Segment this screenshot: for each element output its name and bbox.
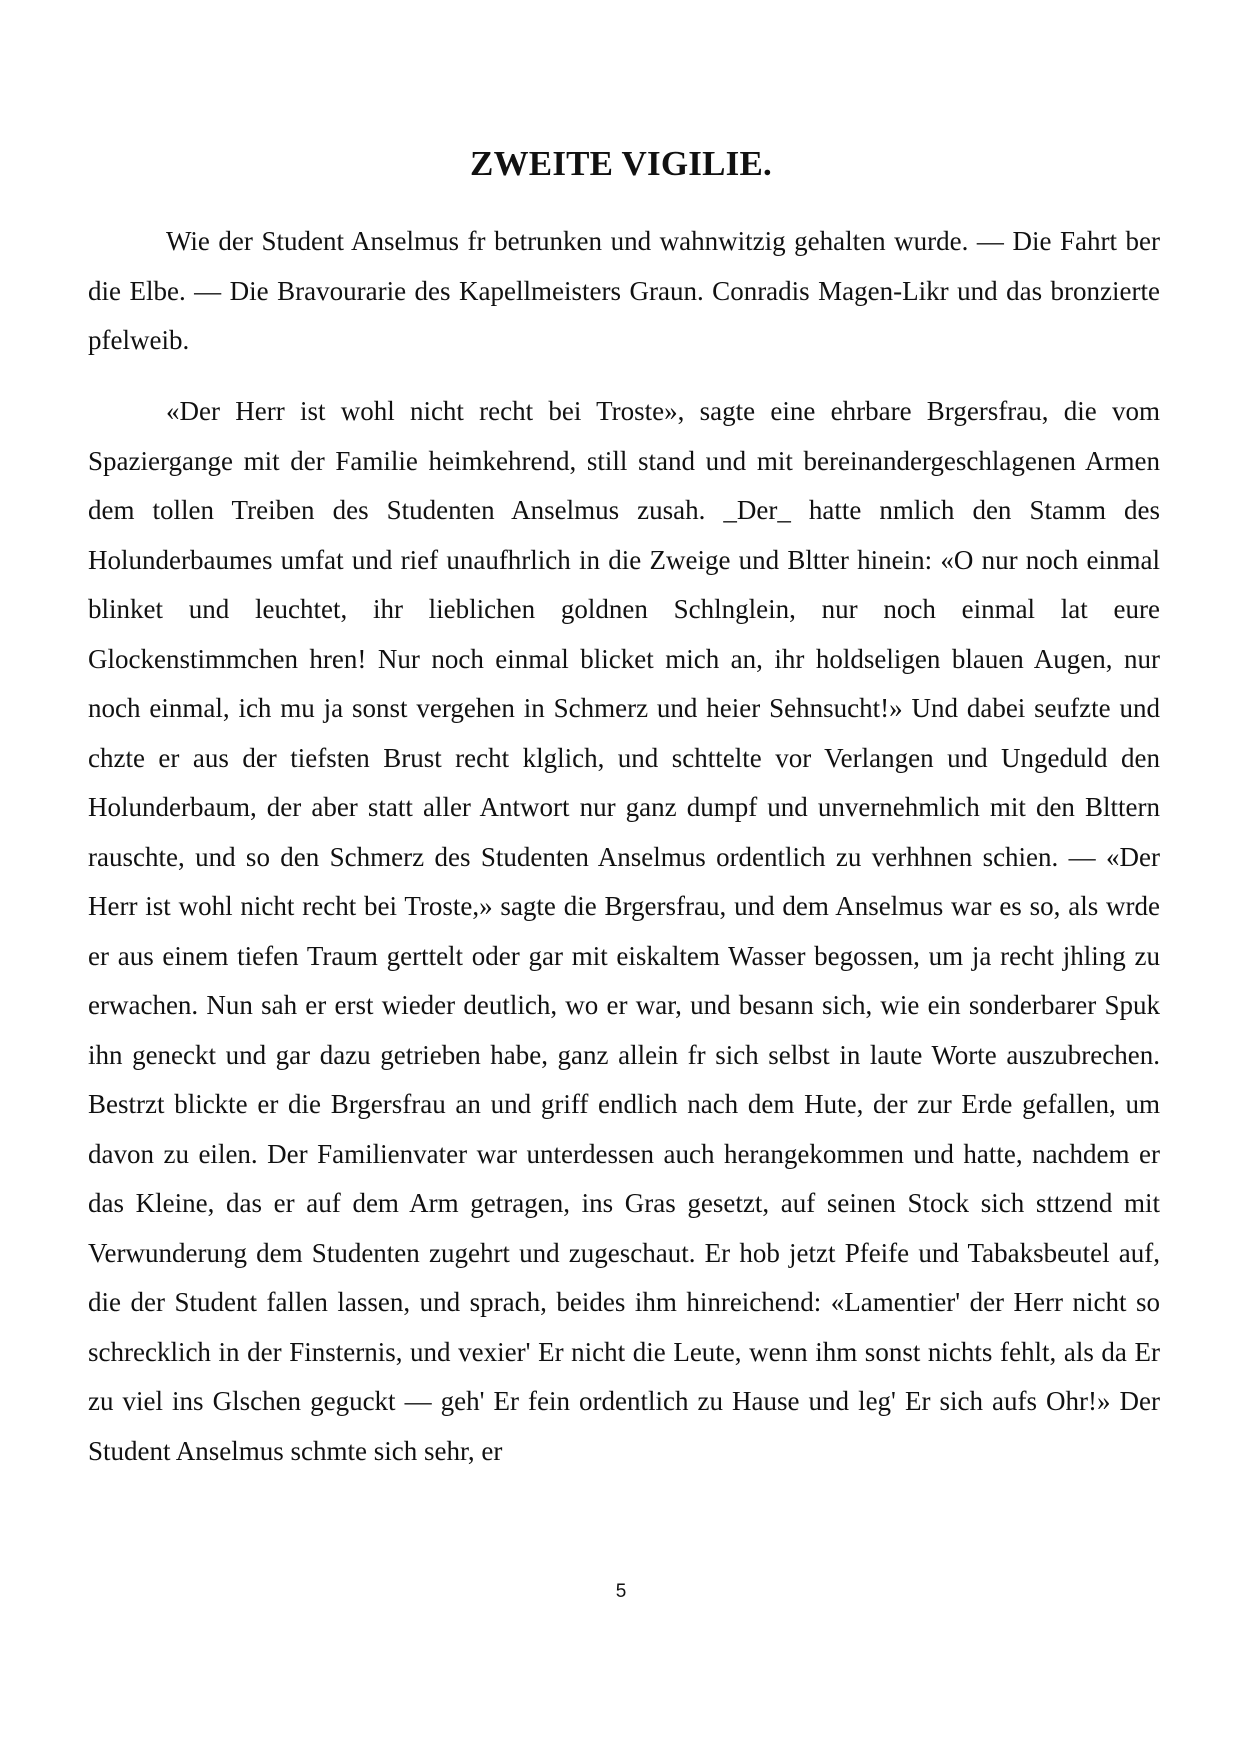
body-paragraph: «Der Herr ist wohl nicht recht bei Troste», sagte eine ehrbare Brgersfrau, die vom Spaziergange mit der Familie heimkehrend, still stand und mit bereinandergeschlagenen Armen dem tollen Treiben des Studenten Anselmus zusah. _Der_ hatte nmlich den Stamm des Holunderbaumes umfat und rief unaufhrlich in die Zweige und Bltter hinein: «O nur noch einmal blinket und leuchtet, ihr lieblichen goldnen Schlnglein, nur noch einmal lat eure Glockenstimmchen hren! Nur noch einmal blicket mich an, ihr holdseligen blauen Augen, nur noch einmal, ich mu ja sonst vergehen in Schmerz und heier Sehnsucht!» Und dabei seufzte und chzte er aus der tiefsten Brust recht klglich, und schttelte vor Verlangen und Ungeduld den Holunderbaum, der aber statt aller Antwort nur ganz dumpf und unvernehmlich mit den Blttern rauschte, und so den Schmerz des Studenten Anselmus ordentlich zu verhhnen schien. — «Der Herr ist wohl nicht recht bei Troste,» sagte die Brgersfrau, und dem Anselmus war es so, als wrde er aus einem tiefen Traum gerttelt oder gar mit eiskaltem Wasser begossen, um ja recht jhling zu erwachen. Nun sah er erst wieder deutlich, wo er war, und besann sich, wie ein sonderbarer Spuk ihn geneckt und gar dazu getrieben habe, ganz allein fr sich selbst in laute Worte auszubrechen. Bestrzt blickte er die Brgersfrau an und griff endlich nach dem Hute, der zur Erde gefallen, um davon zu eilen. Der Familienvater war unterdessen auch herangekommen und hatte, nachdem er das Kleine, das er auf dem Arm getragen, ins Gras gesetzt, auf seinen Stock sich sttzend mit Verwunderung dem Studenten zugehrt und zugeschaut. Er hob jetzt Pfeife und Tabaksbeutel auf, die der Student fallen lassen, und sprach, beides ihm hinreichend: «Lamentier' der Herr nicht so schrecklich in der Finsternis, und vexier' Er nicht die Leute, wenn ihm sonst nichts fehlt, als da Er zu viel ins Glschen geguckt — geh' Er fein ordentlich zu Hause und leg' Er sich aufs Ohr!» Der Student Anselmus schmte sich sehr, er [88, 396, 1160, 1466]
chapter-title: ZWEITE VIGILIE. [470, 144, 772, 183]
page-number: 5 [615, 1581, 627, 1602]
chapter-summary: Wie der Student Anselmus fr betrunken und wahnwitzig gehalten wurde. — Die Fahrt ber die Elbe. — Die Bravourarie des Kapellmeisters Graun. Conradis Magen-Likr und das bronzierte pfelweib. [88, 226, 1160, 355]
